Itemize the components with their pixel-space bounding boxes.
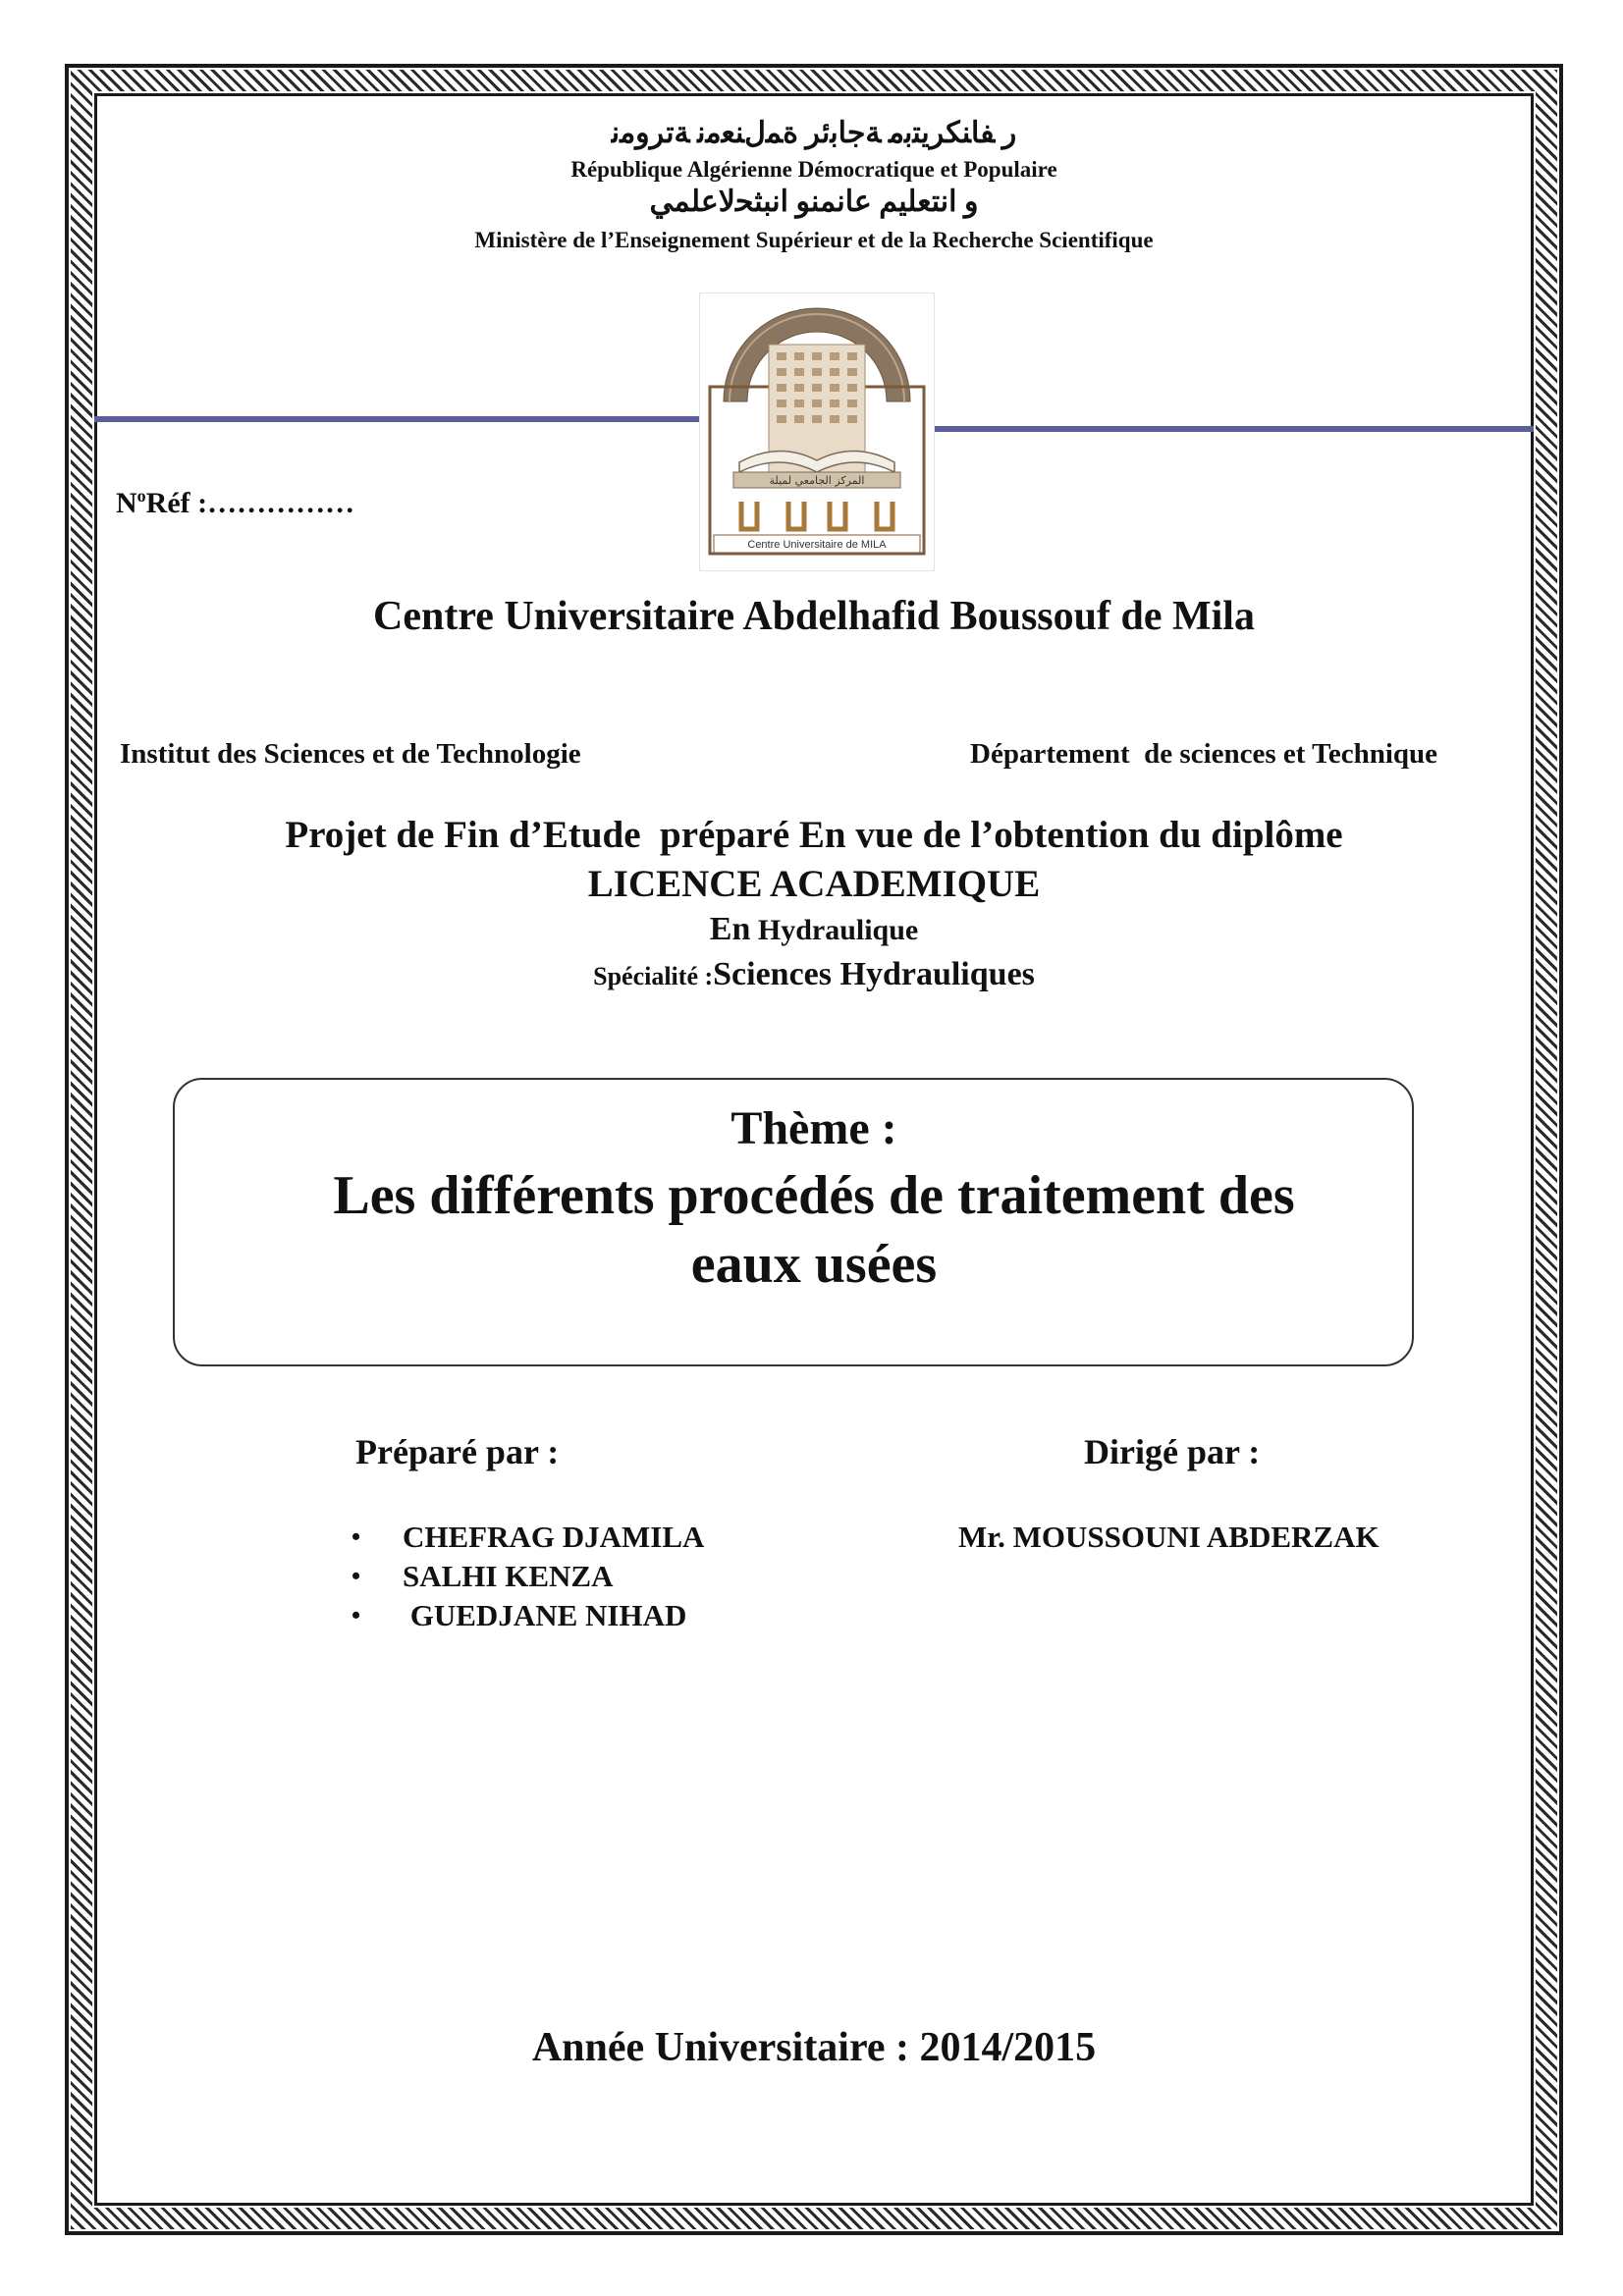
republic-line: République Algérienne Démocratique et Populaire <box>570 157 1057 182</box>
ministry-line: Ministère de l’Enseignement Supérieur et de la Recherche Scientifique <box>474 228 1154 252</box>
directed-by-label: Dirigé par : <box>1084 1432 1261 1471</box>
arabic-ministry-line: ﻭ ﺍﻧﺘﻌﻠﻴﻢ ﻋﺎﻧﻤﻨﻮ ﺍﻧﺒﺜﺤﻟﺎﻋﻠﻤﻲ <box>649 186 979 218</box>
header-rule-right <box>933 426 1534 432</box>
diploma-line-1: Projet de Fin d’Etude préparé En vue de l’obtention du diplôme <box>285 814 1343 856</box>
diploma-block <box>94 811 1534 909</box>
logo-arabic-banner: المركز الجامعي لميلة <box>769 474 865 487</box>
academic-year: Année Universitaire : 2014/2015 <box>531 2025 1097 2070</box>
list-item <box>352 1596 704 1635</box>
bullet-icon: • <box>352 1562 361 1590</box>
student-list <box>352 1518 704 1635</box>
specialty-value: Sciences Hydrauliques <box>713 956 1035 992</box>
specialty-prefix: Spécialité : <box>593 962 714 990</box>
theme-title-line-1: Les différents procédés de traitement des <box>333 1165 1295 1226</box>
reference-n: N <box>116 487 137 519</box>
university-name: Centre Universitaire Abdelhafid Boussouf de Mila <box>373 594 1255 639</box>
specialty-line <box>94 956 1534 993</box>
domain-line <box>94 911 1534 948</box>
list-item <box>352 1557 704 1596</box>
bullet-icon: • <box>352 1522 361 1551</box>
domain-prefix: En <box>709 911 751 947</box>
logo-graphic <box>700 294 934 570</box>
departement-name: Département de sciences et Technique <box>970 738 1438 770</box>
student-name: GUEDJANE NIHAD <box>403 1598 687 1632</box>
student-name: CHEFRAG DJAMILA <box>403 1520 705 1554</box>
student-name: SALHI KENZA <box>403 1559 614 1593</box>
header-rule-left <box>94 416 699 422</box>
theme-label: Thème : <box>730 1102 897 1154</box>
reference-label: Réf :…………… <box>145 487 355 519</box>
logo-caption: Centre Universitaire de MILA <box>747 539 887 551</box>
theme-title-line-2: eaux usées <box>690 1234 938 1295</box>
bullet-icon: • <box>352 1601 361 1629</box>
list-item <box>352 1518 704 1557</box>
reference-o: o <box>136 486 146 506</box>
prepared-by-label: Préparé par : <box>355 1432 560 1471</box>
arabic-republic-line: ﺭ ﻔﺎﻨﻜﺮﻳﺘﺑﻣ ﺔﺟﺎﺑﺋﺮ ﺓﻤﻝﻨﻌﻣﻧ ﺔﺗﺮﻭﻣﻧ <box>611 117 1017 149</box>
domain-value: Hydraulique <box>757 914 919 946</box>
supervisor-name: Mr. MOUSSOUNI ABDERZAK <box>958 1520 1380 1554</box>
reference-number <box>116 486 354 520</box>
institut-name: Institut des Sciences et de Technologie <box>120 738 581 770</box>
diploma-line-2: LICENCE ACADEMIQUE <box>587 863 1041 905</box>
university-logo <box>699 293 935 571</box>
